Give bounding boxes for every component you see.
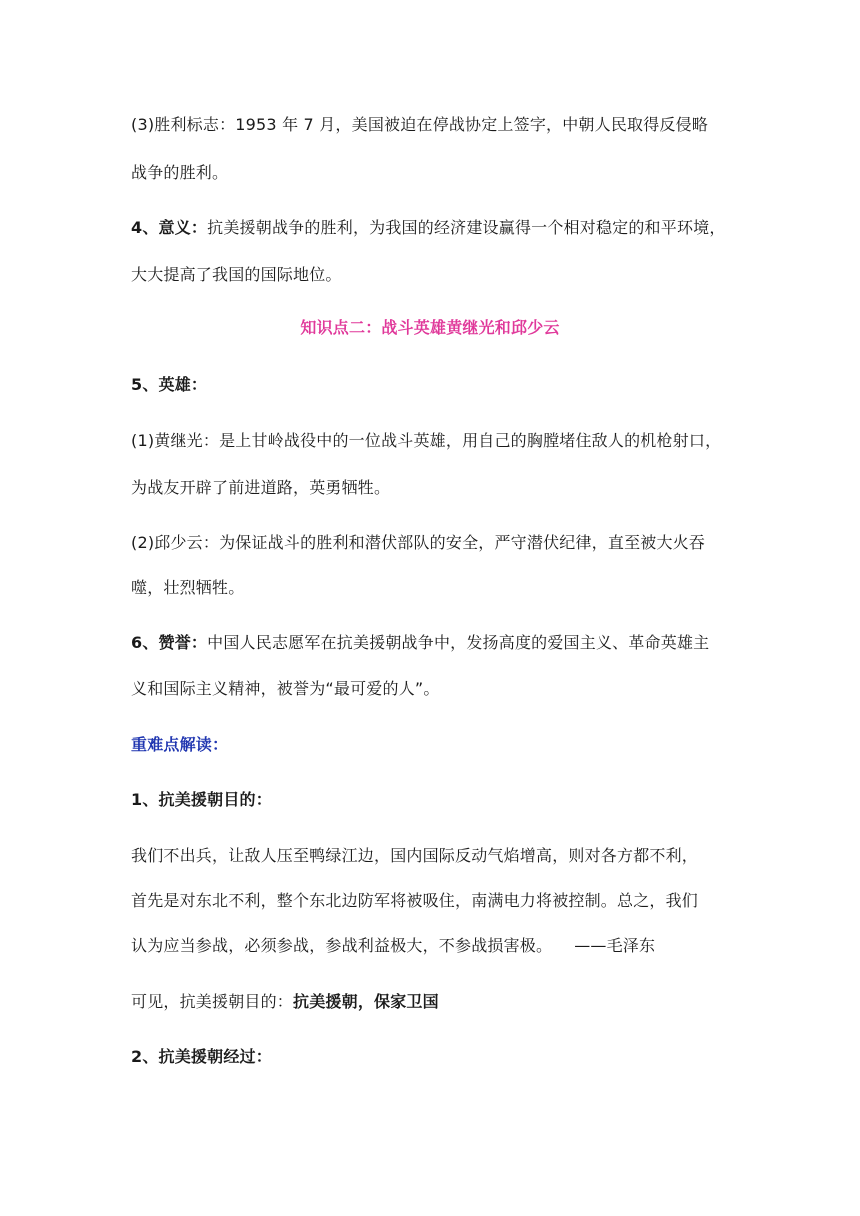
conclusion-emphasis: 抗美援朝，保家卫国 [293,992,439,1011]
section-title: 知识点二：战斗英雄黄继光和邱少云 [300,318,560,337]
analysis-title: 重难点解读： [131,735,229,754]
purpose-heading: 1、抗美援朝目的： [131,790,272,809]
paragraph-huang-line1: (1)黄继光：是上甘岭战役中的一位战斗英雄，用自己的胸膛堵住敌人的机枪射口， [131,431,722,450]
paragraph-victory-line1: (3)胜利标志：1953 年 7 月，美国被迫在停战协定上签字，中朝人民取得反侵略 [131,115,709,134]
quote-signature: ——毛泽东 [574,936,656,955]
conclusion-prefix: 可见，抗美援朝目的： [131,992,294,1011]
paragraph-praise-line1 [131,632,731,654]
praise-text: 中国人民志愿军在抗美援朝战争中，发扬高度的爱国主义、革命英雄主 [207,633,710,652]
paragraph-significance-line1 [131,217,731,239]
quote-line2: 首先是对东北不利，整个东北边防军将被吸住，南满电力将被控制。总之，我们 [131,891,699,910]
conclusion-line [131,991,731,1013]
significance-text: 抗美援朝战争的胜利，为我国的经济建设赢得一个相对稳定的和平环境， [207,218,726,237]
paragraph-huang-line2: 为战友开辟了前进道路，英勇牺牲。 [131,478,391,497]
quote-line1: 我们不出兵，让敌人压至鸭绿江边，国内国际反动气焰增高，则对各方都不利， [131,846,699,865]
process-heading: 2、抗美援朝经过： [131,1047,272,1066]
quote-text: 认为应当参战，必须参战，参战利益极大，不参战损害极。 [131,936,553,955]
paragraph-qiu-line1: (2)邱少云：为保证战斗的胜利和潜伏部队的安全，严守潜伏纪律，直至被大火吞 [131,533,706,552]
quote-line3 [131,935,731,957]
significance-label: 4、意义： [131,218,208,237]
praise-label: 6、赞誉： [131,633,208,652]
heroes-heading: 5、英雄： [131,375,208,394]
paragraph-victory-line2: 战争的胜利。 [131,163,229,182]
paragraph-qiu-line2: 噬，壮烈牺牲。 [131,578,245,597]
paragraph-significance-line2: 大大提高了我国的国际地位。 [131,265,342,284]
paragraph-praise-line2: 义和国际主义精神，被誉为“最可爱的人”。 [131,679,440,698]
